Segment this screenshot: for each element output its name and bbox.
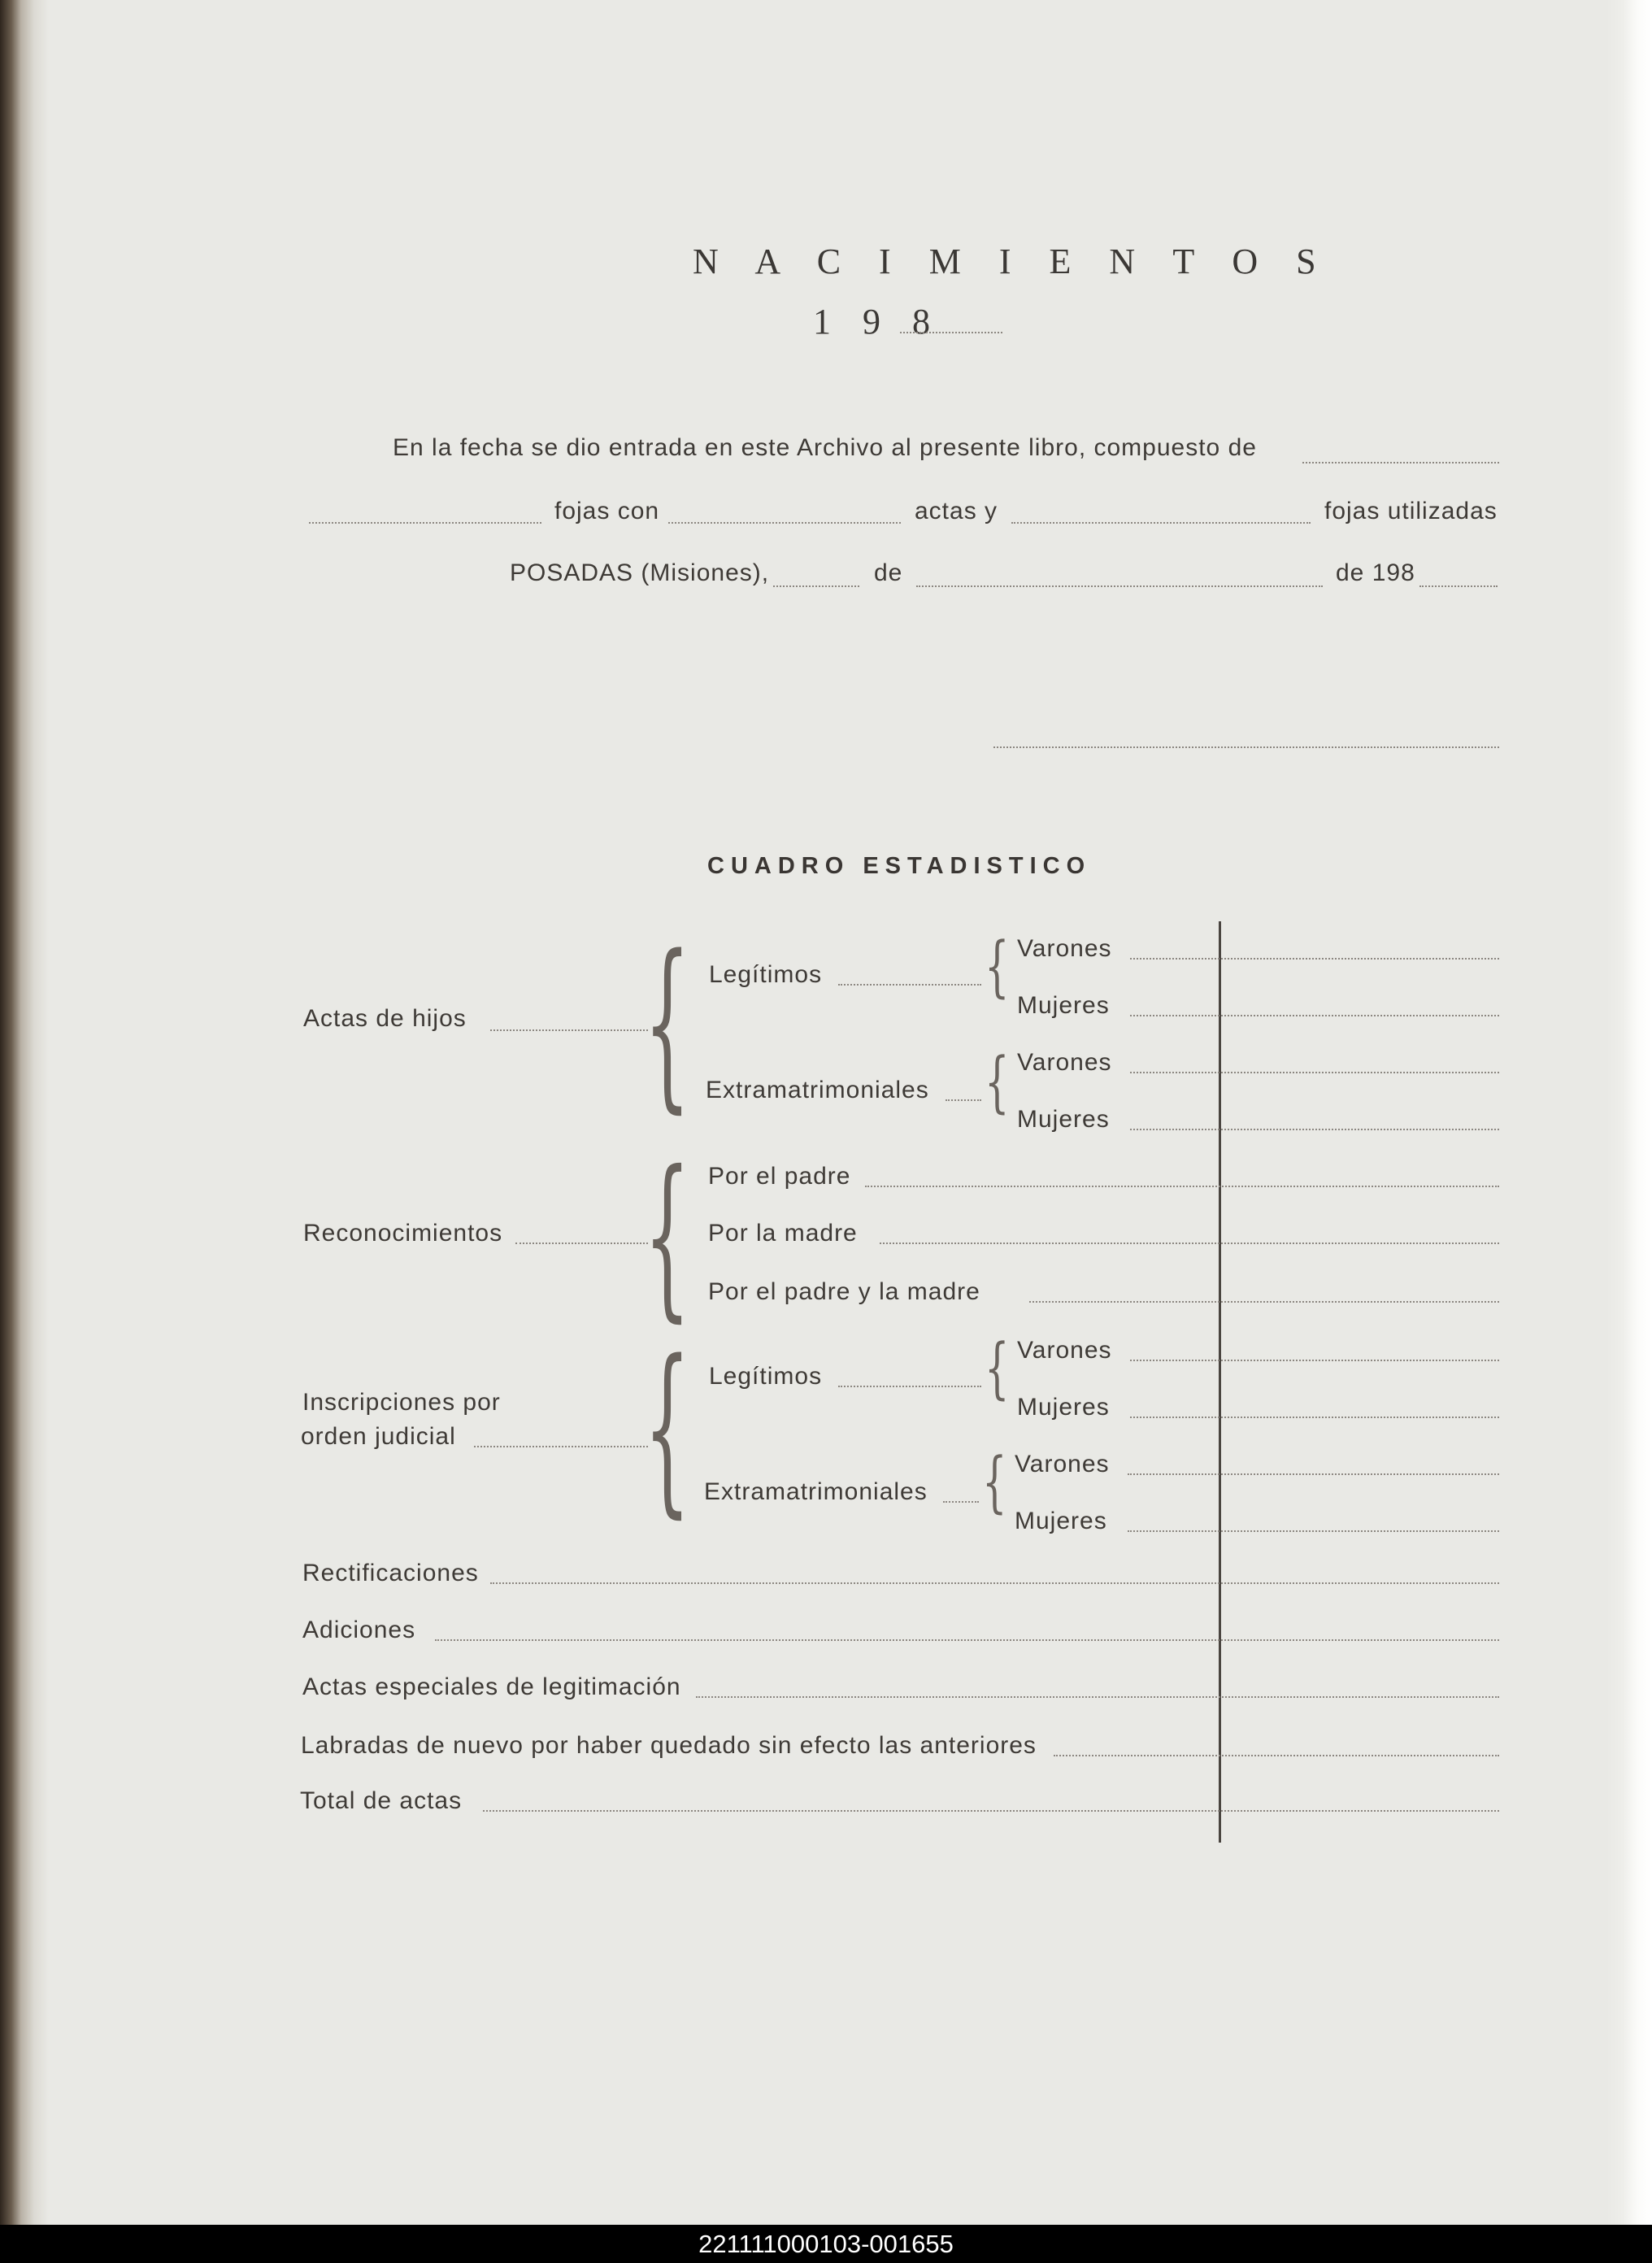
mujeres-leader-4 — [1128, 1530, 1499, 1532]
blank-fojas-utilizadas — [1011, 522, 1311, 524]
fojas-utilizadas-label: fojas utilizadas — [1324, 498, 1498, 524]
mujeres-leader-3 — [1130, 1417, 1499, 1418]
actas-hijos-label: Actas de hijos — [303, 1005, 467, 1032]
varones-label-2: Varones — [1017, 1049, 1112, 1076]
mujeres-label-4: Mujeres — [1015, 1508, 1107, 1534]
labradas-label: Labradas de nuevo por haber quedado sin efecto las anteriores — [301, 1732, 1037, 1759]
blank-month — [916, 585, 1323, 587]
adiciones-label: Adiciones — [302, 1617, 416, 1643]
varones-label-3: Varones — [1017, 1337, 1112, 1364]
year-blank — [900, 332, 1002, 333]
varones-leader-3 — [1130, 1360, 1499, 1361]
brace-extramatrimoniales-2: { — [982, 1443, 1007, 1521]
por-padre-madre-leader — [1029, 1301, 1499, 1303]
extramatrimoniales-label-2: Extramatrimoniales — [704, 1478, 928, 1505]
adiciones-leader — [435, 1639, 1499, 1641]
brace-extramatrimoniales-1: { — [985, 1043, 1010, 1121]
por-padre-madre-label: Por el padre y la madre — [708, 1278, 980, 1305]
actas-y-label: actas y — [915, 498, 998, 524]
mujeres-leader-1 — [1130, 1015, 1499, 1016]
legitimos-leader-1 — [838, 984, 981, 986]
de-year-label: de 198 — [1336, 559, 1415, 586]
varones-label-1: Varones — [1017, 935, 1112, 962]
varones-label-4: Varones — [1015, 1451, 1110, 1477]
reconocimientos-label: Reconocimientos — [303, 1220, 503, 1247]
rectificaciones-label: Rectificaciones — [302, 1560, 479, 1586]
blank-fojas-total — [309, 522, 541, 524]
rectificaciones-leader — [490, 1582, 1499, 1584]
stats-heading: CUADRO ESTADISTICO — [707, 853, 1092, 879]
inscripciones-leader — [474, 1446, 648, 1447]
inscripciones-label-line1: Inscripciones por — [302, 1389, 501, 1416]
archive-id-footer: 221111000103-001655 — [0, 2225, 1652, 2263]
por-padre-label: Por el padre — [708, 1163, 851, 1190]
actas-especiales-label: Actas especiales de legitimación — [302, 1673, 681, 1700]
por-madre-leader — [880, 1242, 1499, 1244]
mujeres-label-3: Mujeres — [1017, 1394, 1110, 1421]
place-label: POSADAS (Misiones), — [510, 559, 770, 586]
legitimos-label-2: Legítimos — [709, 1363, 823, 1390]
brace-legitimos-1: { — [985, 928, 1010, 1006]
extramatrimoniales-leader-2 — [943, 1501, 979, 1503]
varones-leader-1 — [1130, 958, 1499, 960]
de-label: de — [874, 559, 903, 586]
legitimos-leader-2 — [838, 1386, 981, 1387]
mujeres-label-2: Mujeres — [1017, 1106, 1110, 1133]
mujeres-label-1: Mujeres — [1017, 992, 1110, 1019]
brace-inscripciones: { — [644, 1322, 691, 1536]
stats-column-rule — [1219, 921, 1221, 1843]
labradas-leader — [1054, 1755, 1499, 1756]
blank-compuesto — [1302, 462, 1499, 463]
brace-actas-hijos: { — [644, 917, 691, 1131]
brace-legitimos-2: { — [985, 1330, 1010, 1408]
por-madre-label: Por la madre — [708, 1220, 858, 1247]
blank-day — [773, 585, 859, 587]
legitimos-label-1: Legítimos — [709, 961, 823, 988]
blank-year-end — [1419, 585, 1498, 587]
actas-especiales-leader — [696, 1696, 1499, 1698]
mujeres-leader-2 — [1130, 1129, 1499, 1130]
inscripciones-label-line2: orden judicial — [301, 1423, 456, 1450]
document-title: N A C I M I E N T O S — [693, 242, 1331, 281]
fojas-con-label: fojas con — [554, 498, 660, 524]
por-padre-leader — [865, 1186, 1499, 1187]
year-label: 1 9 8 — [813, 302, 941, 342]
extramatrimoniales-leader-1 — [946, 1099, 981, 1101]
varones-leader-2 — [1130, 1072, 1499, 1073]
page-left-edge — [0, 0, 49, 2225]
extramatrimoniales-label-1: Extramatrimoniales — [706, 1077, 929, 1103]
actas-hijos-leader — [490, 1029, 648, 1031]
reconocimientos-leader — [515, 1242, 648, 1244]
total-actas-leader — [483, 1810, 1499, 1812]
blank-actas — [668, 522, 901, 524]
signature-line — [993, 746, 1499, 748]
brace-reconocimientos: { — [644, 1134, 691, 1339]
varones-leader-4 — [1128, 1473, 1499, 1475]
total-actas-label: Total de actas — [300, 1787, 463, 1814]
intro-line-1: En la fecha se dio entrada en este Archivo al presente libro, compuesto de — [393, 434, 1257, 461]
page-right-edge — [1606, 0, 1652, 2225]
